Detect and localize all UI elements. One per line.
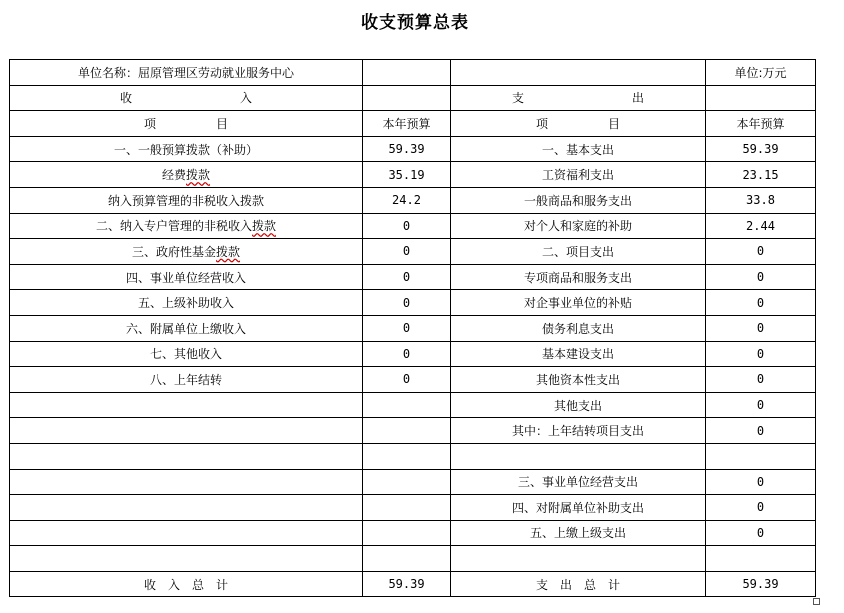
expense-budget-value: 59.39 [706,136,816,162]
expense-item: 其中：上年结转项目支出 [451,418,706,444]
table-row [10,136,816,162]
income-budget-value [363,520,451,546]
expense-budget-value: 0 [706,469,816,495]
table-row [10,367,816,393]
expense-item [451,546,706,572]
income-budget-value [363,546,451,572]
income-budget-column-header: 本年预算 [363,111,451,137]
table-row [10,264,816,290]
spellcheck-underline: 拨款 [186,168,211,183]
header-columns-row [10,111,816,137]
table-row [10,290,816,316]
income-item: 六、附属单位上缴收入 [10,315,363,341]
expense-item: 专项商品和服务支出 [451,264,706,290]
expense-budget-value: 0 [706,239,816,265]
income-item [10,469,363,495]
table-row [10,162,816,188]
expense-budget-column-header: 本年预算 [706,111,816,137]
expense-budget-value [706,443,816,469]
table-row [10,418,816,444]
expense-budget-value: 0 [706,315,816,341]
income-item: 二、纳入专户管理的非税收入拨款 [10,213,363,239]
expense-budget-value: 0 [706,520,816,546]
expense-item: 债务利息支出 [451,315,706,341]
income-item: 纳入预算管理的非税收入拨款 [10,187,363,213]
income-item: 五、上级补助收入 [10,290,363,316]
income-item [10,546,363,572]
expense-budget-value: 23.15 [706,162,816,188]
income-item [10,392,363,418]
income-budget-value: 0 [363,367,451,393]
income-item: 八、上年结转 [10,367,363,393]
budget-summary-table [9,59,816,597]
expense-budget-value: 0 [706,290,816,316]
income-budget-value: 0 [363,290,451,316]
expense-item: 其他资本性支出 [451,367,706,393]
expense-item [451,443,706,469]
income-item: 七、其他收入 [10,341,363,367]
expense-header: 支 出 [451,85,706,111]
income-total-value: 59.39 [363,571,451,597]
page-title: 收支预算总表 [361,13,469,33]
empty-cell [451,60,706,86]
table-row [10,443,816,469]
table-row [10,213,816,239]
income-item: 一、一般预算拨款（补助） [10,136,363,162]
expense-item: 对企事业单位的补贴 [451,290,706,316]
header-section-row [10,85,816,111]
table-row [10,239,816,265]
income-item [10,495,363,521]
expense-budget-value: 0 [706,418,816,444]
income-header: 收 入 [10,85,363,111]
income-budget-value [363,469,451,495]
table-row [10,520,816,546]
table-row [10,315,816,341]
expense-item: 五、上缴上级支出 [451,520,706,546]
income-item [10,443,363,469]
income-budget-value: 24.2 [363,187,451,213]
total-row [10,571,816,597]
income-total-label: 收 入 总 计 [10,571,363,597]
income-budget-value: 0 [363,264,451,290]
income-budget-value: 0 [363,341,451,367]
income-budget-value: 0 [363,213,451,239]
income-budget-value: 0 [363,315,451,341]
expense-item: 基本建设支出 [451,341,706,367]
expense-total-label: 支 出 总 计 [451,571,706,597]
table-row [10,341,816,367]
income-budget-value: 59.39 [363,136,451,162]
expense-budget-value: 0 [706,341,816,367]
expense-item: 一般商品和服务支出 [451,187,706,213]
income-budget-value [363,495,451,521]
expense-budget-value: 0 [706,367,816,393]
table-row [10,495,816,521]
expense-item: 三、事业单位经营支出 [451,469,706,495]
income-item-column-header: 项 目 [10,111,363,137]
income-budget-value [363,418,451,444]
header-unit-row [10,60,816,86]
expense-item-column-header: 项 目 [451,111,706,137]
table-row [10,546,816,572]
expense-item: 二、项目支出 [451,239,706,265]
expense-total-value: 59.39 [706,571,816,597]
income-budget-value [363,443,451,469]
table-row [10,469,816,495]
expense-budget-value: 0 [706,264,816,290]
income-budget-value [363,392,451,418]
expense-item: 一、基本支出 [451,136,706,162]
income-item: 三、政府性基金拨款 [10,239,363,265]
empty-cell [363,60,451,86]
resize-handle[interactable] [813,598,820,605]
income-item: 经费拨款 [10,162,363,188]
empty-cell [706,85,816,111]
expense-budget-value: 0 [706,392,816,418]
expense-item: 对个人和家庭的补助 [451,213,706,239]
income-budget-value: 35.19 [363,162,451,188]
expense-budget-value: 33.8 [706,187,816,213]
expense-budget-value: 2.44 [706,213,816,239]
unit-of-measure-cell: 单位:万元 [706,60,816,86]
income-item: 四、事业单位经营收入 [10,264,363,290]
income-budget-value: 0 [363,239,451,265]
spellcheck-underline: 拨款 [216,244,241,259]
empty-cell [363,85,451,111]
table-row [10,187,816,213]
income-item [10,418,363,444]
expense-item: 工资福利支出 [451,162,706,188]
income-item [10,520,363,546]
spellcheck-underline: 拨款 [252,219,277,234]
expense-item: 其他支出 [451,392,706,418]
table-row [10,392,816,418]
expense-budget-value: 0 [706,495,816,521]
expense-budget-value [706,546,816,572]
expense-item: 四、对附属单位补助支出 [451,495,706,521]
unit-name-cell: 单位名称：屈原管理区劳动就业服务中心 [10,60,363,86]
